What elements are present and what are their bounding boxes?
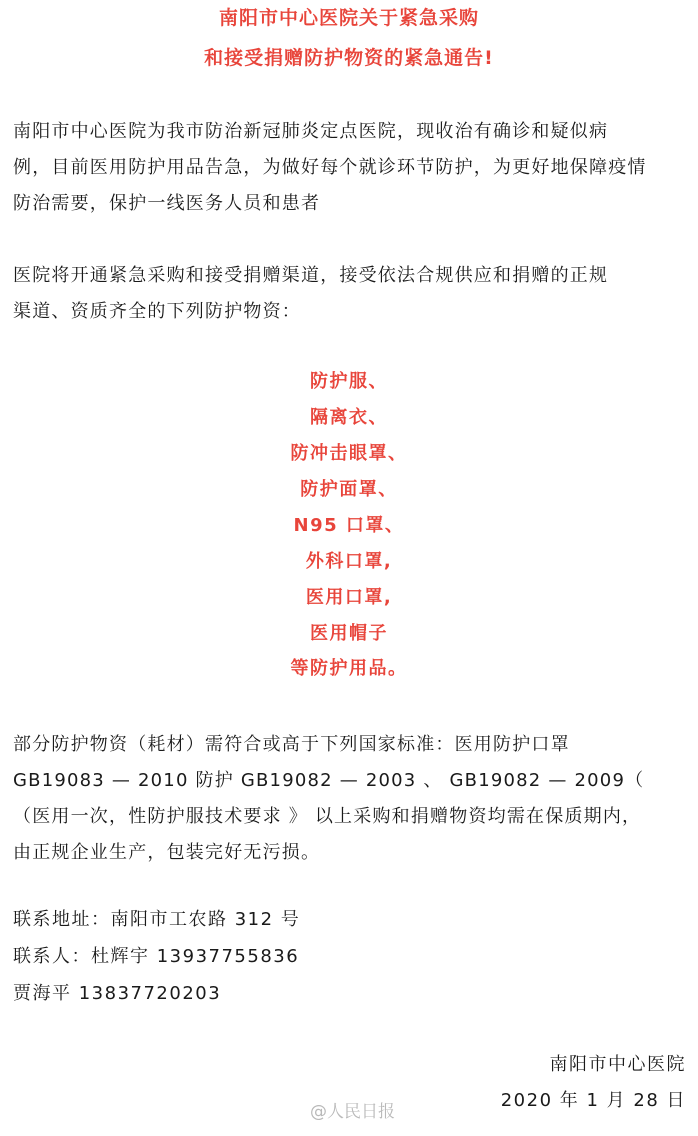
signature-date: 2020 年 1 月 28 日 — [500, 1090, 686, 1111]
contact-person-1: 联系人：杜辉宇 13937755836 — [13, 946, 300, 967]
supply-item: 等防护用品。 — [290, 658, 408, 679]
supply-item: 防冲击眼罩、 — [290, 443, 408, 464]
supply-item: 防护面罩、 — [300, 479, 398, 500]
supply-item: 隔离衣、 — [310, 407, 388, 428]
channel-paragraph — [13, 258, 689, 330]
paragraph-line: 由正规企业生产，包装完好无污损。 — [13, 842, 321, 863]
supply-item: 外科口罩, — [305, 551, 393, 572]
contact-address: 联系地址：南阳市工农路 312 号 — [13, 909, 301, 930]
paragraph-line: 例，目前医用防护用品告急，为做好每个就诊环节防护，为更好地保障疫情 — [13, 157, 647, 178]
supply-item: 防护服、 — [310, 371, 388, 392]
standards-paragraph — [13, 727, 689, 871]
paragraph-line: 南阳市中心医院为我市防治新冠肺炎定点医院，现收治有确诊和疑似病 — [13, 121, 609, 142]
paragraph-line: 渠道、资质齐全的下列防护物资： — [13, 301, 301, 322]
contact-person-2: 贾海平 13837720203 — [13, 983, 222, 1004]
paragraph-line: 防治需要，保护一线医务人员和患者 — [13, 193, 321, 214]
watermark: @人民日报 — [310, 1102, 395, 1122]
intro-paragraph — [13, 114, 689, 222]
paragraph-line: 医院将开通紧急采购和接受捐赠渠道，接受依法合规供应和捐赠的正规 — [13, 265, 609, 286]
supply-item: 医用帽子 — [310, 623, 388, 644]
supply-item: N95 口罩、 — [293, 515, 405, 536]
supply-item: 医用口罩, — [305, 587, 393, 608]
paragraph-line: （医用一次，性防护服技术要求 》 以上采购和捐赠物资均需在保质期内， — [13, 806, 642, 827]
notice-title-line-1: 南阳市中心医院关于紧急采购 — [218, 7, 479, 29]
paragraph-line: 部分防护物资（耗材）需符合或高于下列国家标准：医用防护口罩 — [13, 734, 570, 755]
paragraph-line: GB19083 — 2010 防护 GB19082 — 2003 、 GB19082 — 2009（ — [13, 770, 645, 791]
signature-org: 南阳市中心医院 — [549, 1054, 686, 1075]
notice-title-line-2: 和接受捐赠防护物资的紧急通告! — [204, 47, 494, 69]
